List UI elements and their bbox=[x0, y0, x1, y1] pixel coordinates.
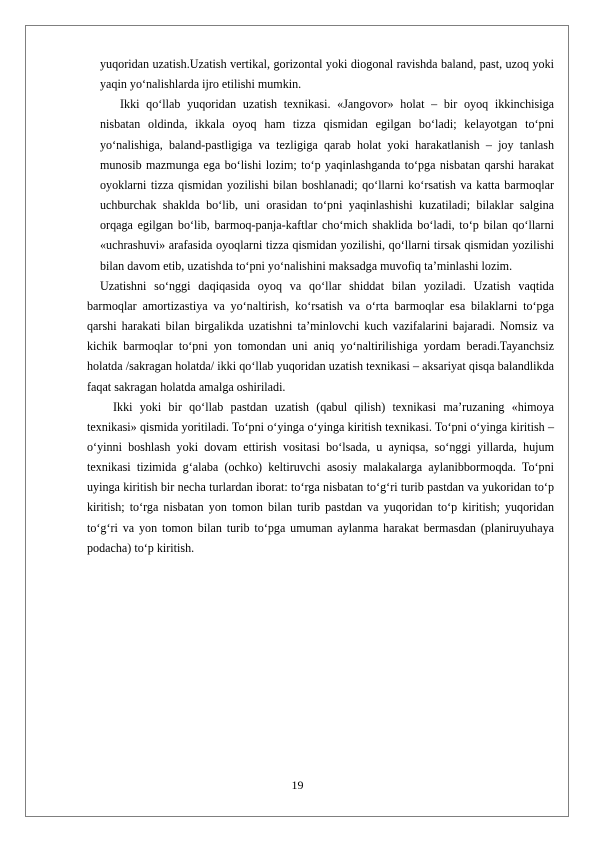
paragraph-2: Ikki qo‘llab yuqoridan uzatish texnikasi. «Jangovor» holat – bir oyoq ikkinchisiga nisbatan oldinda, ikkala oyoq ham tizza qismidan egilgan bo‘ladi; kelayotgan to‘pni yo‘nalishiga, baland-pastligiga va tezligiga qarab holat yoki harakatlanish – joy tanlash munosib mazmunga ega bo‘lishi lozim; to‘p yaqinlashganda to‘pga nisbatan qarshi harakat oyoklarni tizza qismidan yozilishi bilan boshlanadi; qo‘llarni ko‘rsatish va katta barmoqlar uchburchak shaklda bo‘lib, uni orasidan to‘pni yaqinlashishi kuzatiladi; bilaklar salgina orqaga egilgan bo‘lib, barmoq-panja-kaftlar cho‘mich shaklida bo‘ladi, to‘p bilan qo‘llarni «uchrashuvi» arafasida oyoqlarni tizza qismidan yozilishi, qo‘llarni tirsak qismidan yozilishi bilan davom etib, uzatishda to‘pni yo‘nalishini maksadga muvofiq ta’minlashi lozim. bbox=[100, 97, 554, 273]
paragraph-4: Ikki yoki bir qo‘llab pastdan uzatish (qabul qilish) texnikasi ma’ruzaning «himoya texnikasi» qismida yoritiladi. To‘pni o‘yinga o‘yinga kiritish texnikasi. To‘pni o‘yinga kiritish – o‘yinni boshlash yoki dovam ettirish vositasi bo‘lsada, u ayniqsa, so‘nggi yillarda, hujum texnikasi tizimida g‘alaba (ochko) keltiruvchi asosiy malakalarga aylanibbormoqda. To‘pni uyinga kiritish bir necha turlardan iborat: to‘rga nisbatan to‘g‘ri turib pastdan va yukoridan to‘p kiritish; to‘rga nisbatan yon tomon bilan turib pastdan va yuqoridan to‘p kiritish; yuqoridan to‘g‘ri va yon tomon bilan turib to‘pga umuman aylanma harakat bermasdan (planiruyuhaya podacha) to‘p kiritish. bbox=[87, 399, 554, 555]
paragraph-1: yuqoridan uzatish.Uzatish vertikal, gorizontal yoki diogonal ravishda baland, past, uzoq yoki yaqin yo‘nalishlarda ijro etilishi mumkin. bbox=[100, 57, 554, 92]
page-number: 19 bbox=[291, 778, 304, 792]
document-body bbox=[87, 54, 554, 558]
paragraph-3: Uzatishni so‘nggi daqiqasida oyoq va qo‘llar shiddat bilan yoziladi. Uzatish vaqtida barmoqlar amortizastiya va yo‘naltirish, ko‘rsatish va o‘rta barmoqlar esa bilaklarni to‘pga qarshi harakati bilan birgalikda uzatishni ta’minlovchi kuch vazifalarini bajaradi. Nomsiz va kichik barmoqlar to‘pni yon tomondan uni aniq yo‘naltirilishiga yordam beradi.Tayanchsiz holatda /sakragan holatda/ ikki qo‘llab yuqoridan uzatish texnikasi – aksariyat qisqa balandlikda faqat sakragan holatda amalga oshiriladi. bbox=[87, 278, 554, 394]
indented-section bbox=[87, 54, 554, 276]
